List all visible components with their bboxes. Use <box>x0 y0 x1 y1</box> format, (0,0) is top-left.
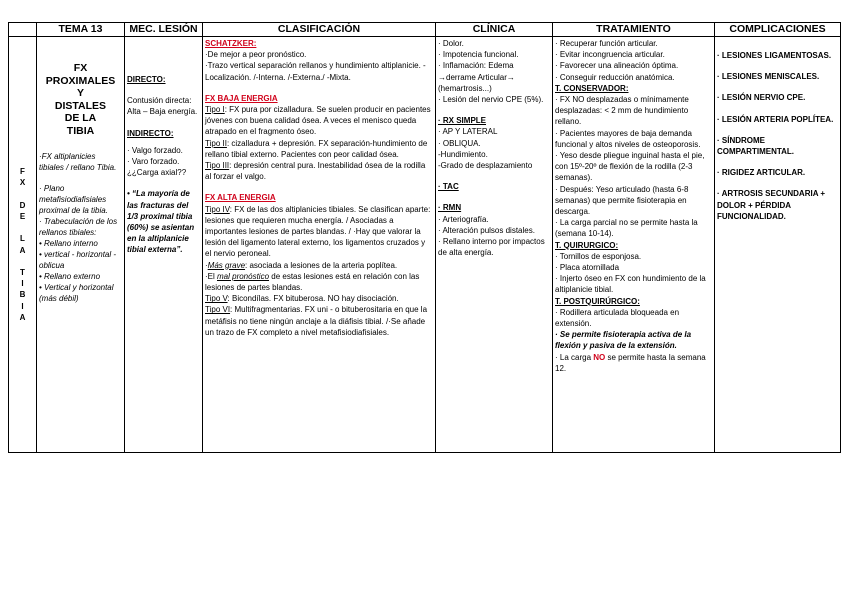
conservador-item: · La carga parcial no se permite hasta la (semana 10-14). <box>555 218 698 239</box>
conservador-item: · FX NO desplazadas o mínimamente desplazadas: < 2 mm de hundimiento rellano. <box>555 95 689 127</box>
carga-note: · La carga NO se permite hasta la semana 12. <box>555 352 706 373</box>
rx-item: -Hundimiento. <box>438 149 488 159</box>
postquirurgico-note: · Se permite fisioterapia activa de la flexión y pasiva de la extensión. <box>555 330 692 351</box>
tipo-3: Tipo III: depresión central pura. Inestabilidad ósea de la rodilla al forzar el valgo. <box>205 161 426 182</box>
complicacion-item: · LESIONES MENISCALES. <box>717 72 820 82</box>
conservador-title: T. CONSERVADOR: <box>555 83 629 93</box>
side-letter: D <box>19 200 26 210</box>
quirurgico-title: T. QUIRURGICO: <box>555 240 619 250</box>
tema-title: FX PROXIMALES Y DISTALES DE LA TIBIA <box>45 62 116 137</box>
content-row <box>9 37 841 453</box>
header-empty <box>9 23 37 37</box>
complicacion-item: · RIGIDEZ ARTICULAR. <box>717 168 806 178</box>
side-letter: T <box>20 267 25 277</box>
tipo-1: Tipo I: FX pura por cizalladura. Se suelen producir en pacientes jóvenes con buena calidad ósea. A veces el menisco queda atrapado en el fragmento óseo. <box>205 105 431 137</box>
side-letter: I <box>21 301 24 311</box>
tema-cell <box>37 37 125 453</box>
tema-item: • Rellano externo <box>39 272 101 281</box>
directo-title: DIRECTO: <box>127 75 166 84</box>
complicacion-item: · ARTROSIS SECUNDARIA + DOLOR + PÉRDIDA FUNCIONALIDAD. <box>717 189 826 221</box>
tipo-5: Tipo V: Bicondílas. FX bituberosa. NO hay disociación. <box>205 294 399 304</box>
rx-item: -Grado de desplazamiento <box>438 161 533 171</box>
indirecto-item: · Valgo forzado. <box>127 145 183 155</box>
schatzker-line: ·De mejor a peor pronóstico. <box>205 50 307 60</box>
schatzker-line: ·Trazo vertical separación rellanos y hundimiento altiplanicie. - Localización. /-Interna. /-Externa./ -Mixta. <box>205 61 426 82</box>
quirurgico-item: · Placa atornillada <box>555 263 620 273</box>
header-mec-lesion: MEC. LESIÓN <box>125 23 203 37</box>
postquirurgico-title: T. POSTQUIRÚRGICO: <box>555 296 640 306</box>
indirecto-item: · Varo forzado. <box>127 157 180 167</box>
mal-pronostico: ·El mal pronóstico de estas lesiones está en relación con las lesiones de partes blandas. <box>205 271 420 293</box>
clinica-cell <box>436 37 553 453</box>
tema-item: · Trabeculación de los rellanos tibiales: <box>39 217 118 237</box>
tema-item: • vertical - horizontal - oblicua <box>39 250 117 270</box>
side-letter: X <box>19 178 26 188</box>
tratamiento-cell <box>553 37 715 453</box>
tipo-6: Tipo VI: Multifragmentarias. FX uni - o bituberositaria en que la metáfisis no tiene ningún anclaje a la diáfisis tibial. /·Se añade un trazo de FX completo a nivel metafisiodiafisiales. <box>205 305 428 337</box>
complicaciones-cell <box>715 37 841 453</box>
summary-table <box>8 22 841 453</box>
conservador-item: · Después: Yeso articulado (hasta 6-8 semanas) que permite fisioterapia en descarga. <box>555 184 689 217</box>
conservador-item: · Yeso desde pliegue inguinal hasta el pie, con 15º-20º de flexión de la rodilla (2-3 semanas). <box>555 151 705 183</box>
trat-intro: · Favorecer una alineación óptima. <box>555 61 679 71</box>
mas-grave: ·Más grave: asociada a lesiones de la arteria poplítea. <box>205 260 398 270</box>
header-tratamiento: TRATAMIENTO <box>553 23 715 37</box>
tac-title: · TAC <box>438 182 459 192</box>
rx-simple-title: · RX SIMPLE <box>438 116 487 126</box>
trat-intro: · Recuperar función articular. <box>555 39 658 48</box>
rx-item: · OBLIQUA. <box>438 138 481 148</box>
conservador-item: · Pacientes mayores de baja demanda funcional y altos niveles de osteoporosis. <box>555 128 701 149</box>
quirurgico-item: · Tornillos de esponjosa. <box>555 251 642 261</box>
clinica-item: · Lesión del nervio CPE (5%). <box>438 95 544 105</box>
header-complicaciones: COMPLICACIONES <box>715 23 841 37</box>
tema-item: · Plano metafisiodiafisiales proximal de la tibia. <box>39 184 108 215</box>
side-letter: I <box>21 279 24 289</box>
trat-intro: · Conseguir reducción anatómica. <box>555 72 675 82</box>
rmn-title: · RMN <box>438 203 462 213</box>
complicacion-item: · LESIÓN ARTERIA POPLÍTEA. <box>717 114 834 124</box>
rmn-item: · Alteración pulsos distales. <box>438 225 535 235</box>
rx-item: · AP Y LATERAL <box>438 127 498 137</box>
clasificacion-cell <box>203 37 436 453</box>
header-tema: TEMA 13 <box>37 23 125 37</box>
tipo-2: Tipo II: cizalladura + depresión. FX separación-hundimiento de rellano tibial externo. Pacientes con peor calidad ósea. <box>205 138 428 159</box>
trat-intro: · Evitar incongruencia articular. <box>555 50 665 60</box>
complicacion-item: · LESIÓN NERVIO CPE. <box>717 93 806 103</box>
side-letter: B <box>19 290 26 300</box>
tipo-4: Tipo IV: FX de las dos altiplanicies tibiales. Se clasifican aparte: lesiones que requieren mucha energía. / Asociadas a importantes lesiones de partes blandas. / ·Hay que valorar la lesión del ligamento lateral externo, los ligamentos cruzados y el nervio peroneal. <box>205 204 431 259</box>
tema-item: • Vertical y horizontal (más débil) <box>39 283 114 303</box>
quirurgico-item: · Injerto óseo en FX con hundimiento de la altiplanicie tibial. <box>555 274 706 295</box>
side-letter: F <box>20 167 25 177</box>
clinica-item: · Impotencia funcional. <box>438 50 519 60</box>
side-letter: A <box>19 312 26 322</box>
side-letter <box>11 188 34 199</box>
side-label-cell <box>9 37 37 453</box>
baja-energia-title: FX BAJA ENERGIA <box>205 93 278 103</box>
indirecto-item: ¿¿Carga axial?? <box>127 168 187 178</box>
side-letter: E <box>19 211 26 221</box>
rmn-item: · Arteriografía. <box>438 214 489 224</box>
tema-item: • Rellano interno <box>39 239 98 248</box>
side-letter: A <box>19 245 26 255</box>
tema-item: ·FX altiplanicies tibiales / rellano Tibia. <box>39 152 117 172</box>
header-clinica: CLÍNICA <box>436 23 553 37</box>
complicacion-item: · SÍNDROME COMPARTIMENTAL. <box>717 135 795 157</box>
mec-note: • “La mayoría de las fracturas del 1/3 proximal tibia (60%) se asientan en la altiplanicie tibial externa”. <box>127 189 195 255</box>
header-clasificacion: CLASIFICACIÓN <box>203 23 436 37</box>
directo-text: Contusión directa: Alta – Baja energía. <box>127 96 198 117</box>
schatzker-title: SCHATZKER: <box>205 39 257 48</box>
side-letter: L <box>20 234 25 244</box>
clinica-item: · Dolor. <box>438 39 464 48</box>
header-row <box>9 23 841 37</box>
postquirurgico-item: · Rodillera articulada bloqueada en extensión. <box>555 307 680 329</box>
side-letter <box>11 222 34 233</box>
clinica-item: · Inflamación: Edema →derrame Articular→ (hemartrosis...) <box>438 61 515 93</box>
alta-energia-title: FX ALTA ENERGIA <box>205 193 276 203</box>
indirecto-title: INDIRECTO: <box>127 128 174 138</box>
rmn-item: · Rellano interno por impactos de alta energía. <box>438 237 545 258</box>
complicacion-item: · LESIONES LIGAMENTOSAS. <box>717 51 832 60</box>
mec-lesion-cell <box>125 37 203 453</box>
side-letter <box>11 256 34 267</box>
